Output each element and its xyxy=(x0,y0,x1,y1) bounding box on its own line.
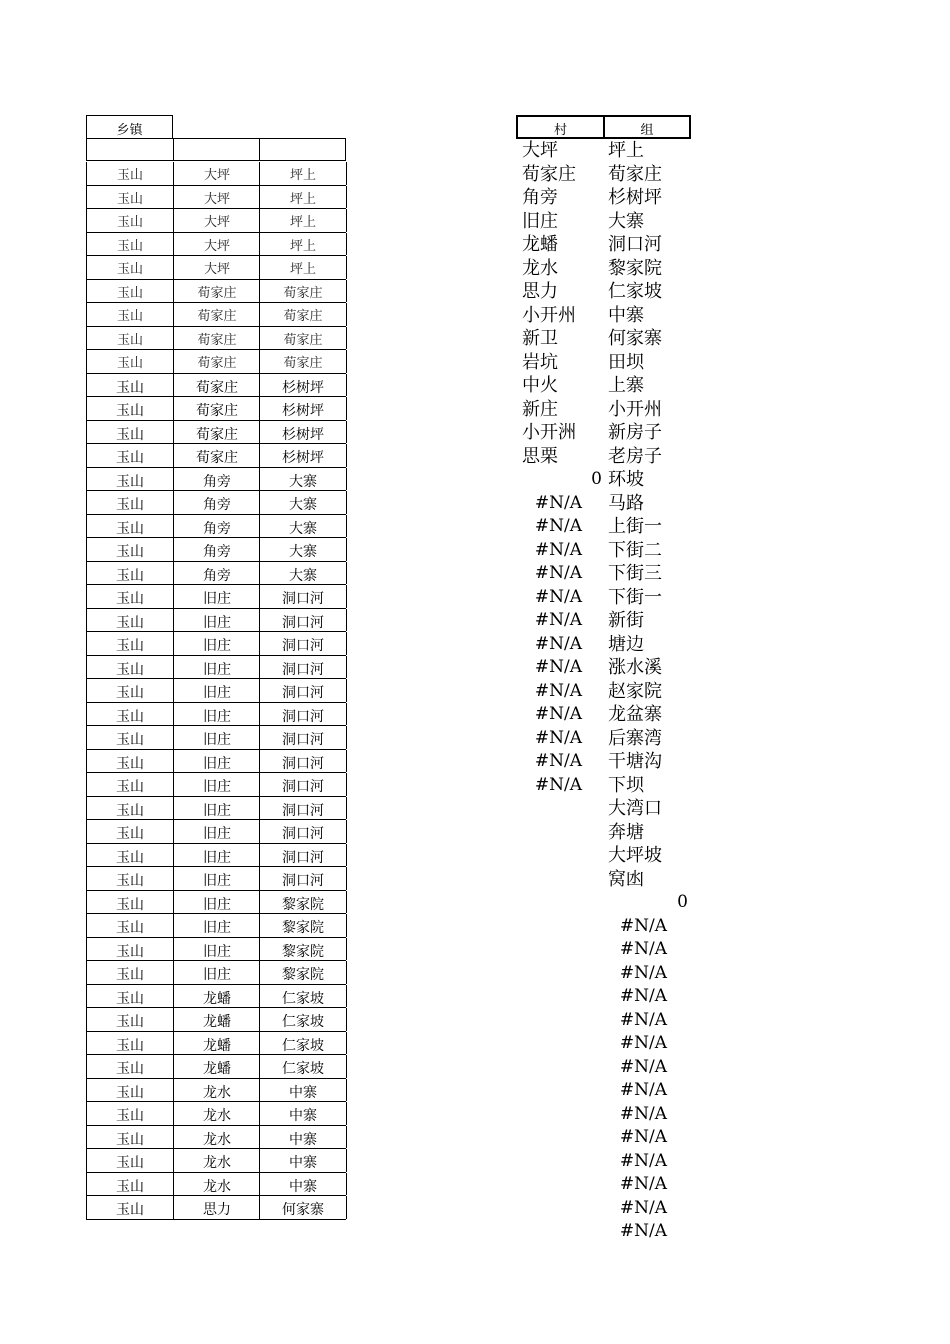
table-row xyxy=(86,985,346,1009)
group-value: 新街 xyxy=(608,610,644,631)
table-row xyxy=(86,538,346,562)
township-cell: 玉山 xyxy=(86,585,173,608)
group-value: 上寨 xyxy=(608,375,644,396)
table-row xyxy=(86,1102,346,1126)
table-row xyxy=(86,1196,346,1220)
group-cell: 杉树坪 xyxy=(259,374,347,397)
group-cell: 洞口河 xyxy=(259,585,347,608)
group-value: 大湾口 xyxy=(608,798,662,819)
township-cell: 玉山 xyxy=(86,609,173,632)
group-cell: 洞口河 xyxy=(259,844,347,867)
village-value: 0 xyxy=(591,469,602,489)
group-header: 组 xyxy=(603,115,691,139)
village-value: 小开洲 xyxy=(522,422,576,443)
village-value: 角旁 xyxy=(522,187,558,208)
township-cell: 玉山 xyxy=(86,961,173,984)
group-cell: 中寨 xyxy=(259,1173,347,1196)
village-value: 大坪 xyxy=(522,140,558,161)
township-cell: 玉山 xyxy=(86,1055,173,1078)
group-value: 下街一 xyxy=(608,586,662,608)
village-cell: 大坪 xyxy=(173,209,260,232)
group-value: 新房子 xyxy=(608,422,662,443)
group-value: 中寨 xyxy=(608,304,644,326)
village-cell: 龙蟠 xyxy=(173,985,260,1008)
group-cell: 荀家庄 xyxy=(259,350,347,373)
village-value: 龙水 xyxy=(522,257,558,279)
group-cell: 中寨 xyxy=(259,1102,347,1125)
village-value: #N/A xyxy=(534,657,582,677)
group-cell: 大寨 xyxy=(259,562,347,585)
table-row xyxy=(86,632,346,656)
village-cell: 思力 xyxy=(173,1196,260,1219)
village-value: #N/A xyxy=(534,516,582,536)
group-cell: 洞口河 xyxy=(259,679,347,702)
township-cell: 玉山 xyxy=(86,1126,173,1149)
table-row xyxy=(86,1173,346,1197)
village-value: 龙蟠 xyxy=(522,234,558,255)
township-cell: 玉山 xyxy=(86,350,173,373)
township-cell: 玉山 xyxy=(86,303,173,326)
village-cell: 角旁 xyxy=(173,562,260,585)
group-value: #N/A xyxy=(619,962,667,983)
group-cell: 黎家院 xyxy=(259,914,347,937)
township-cell: 玉山 xyxy=(86,562,173,585)
group-value: 奔塘 xyxy=(608,821,644,843)
group-cell: 黎家院 xyxy=(259,891,347,914)
village-cell: 荀家庄 xyxy=(173,374,260,397)
village-value: 小开州 xyxy=(522,304,576,326)
group-cell: 洞口河 xyxy=(259,726,347,749)
header-blank-cell xyxy=(173,138,259,161)
village-value: 思力 xyxy=(522,281,558,302)
table-row xyxy=(86,1149,346,1173)
township-cell: 玉山 xyxy=(86,867,173,890)
group-value: #N/A xyxy=(619,1174,667,1194)
table-row xyxy=(86,961,346,985)
table-row xyxy=(86,797,346,821)
township-cell: 玉山 xyxy=(86,1079,173,1102)
township-cell: 玉山 xyxy=(86,656,173,679)
table-row xyxy=(86,585,346,609)
group-cell: 杉树坪 xyxy=(259,397,347,420)
group-value: 涨水溪 xyxy=(608,657,662,678)
township-cell: 玉山 xyxy=(86,703,173,726)
village-value: 旧庄 xyxy=(522,210,558,232)
group-cell: 大寨 xyxy=(259,468,347,491)
township-cell: 玉山 xyxy=(86,750,173,773)
township-cell: 玉山 xyxy=(86,1149,173,1172)
township-cell: 玉山 xyxy=(86,209,173,232)
village-cell: 旧庄 xyxy=(173,820,260,843)
village-value: 中火 xyxy=(522,375,558,396)
village-value: #N/A xyxy=(534,610,582,630)
table-row xyxy=(86,327,346,351)
village-cell: 角旁 xyxy=(173,491,260,514)
table-row xyxy=(86,374,346,398)
table-row xyxy=(86,844,346,868)
table-row xyxy=(86,209,346,233)
village-cell: 龙蟠 xyxy=(173,1008,260,1031)
group-cell: 洞口河 xyxy=(259,632,347,655)
village-cell: 旧庄 xyxy=(173,961,260,984)
table-row xyxy=(86,1079,346,1103)
group-value: 老房子 xyxy=(608,445,662,467)
group-cell: 仁家坡 xyxy=(259,1032,347,1055)
village-cell: 龙水 xyxy=(173,1126,260,1149)
group-cell: 中寨 xyxy=(259,1079,347,1102)
group-cell: 大寨 xyxy=(259,515,347,538)
village-value: 荀家庄 xyxy=(522,163,576,185)
village-cell: 旧庄 xyxy=(173,632,260,655)
village-cell: 旧庄 xyxy=(173,609,260,632)
township-cell: 玉山 xyxy=(86,891,173,914)
table-row xyxy=(86,1008,346,1032)
group-value: 何家寨 xyxy=(608,328,662,349)
group-value: #N/A xyxy=(619,1127,667,1147)
group-value: #N/A xyxy=(619,1197,667,1218)
village-cell: 旧庄 xyxy=(173,585,260,608)
village-cell: 旧庄 xyxy=(173,844,260,867)
group-value: 干塘沟 xyxy=(608,751,662,772)
village-cell: 荀家庄 xyxy=(173,397,260,420)
group-cell: 仁家坡 xyxy=(259,1008,347,1031)
township-cell: 玉山 xyxy=(86,844,173,867)
village-header: 村 xyxy=(516,115,605,139)
group-value: 洞口河 xyxy=(608,234,662,255)
table-row xyxy=(86,491,346,515)
village-value: #N/A xyxy=(534,751,582,771)
group-cell: 坪上 xyxy=(259,162,347,185)
village-value: #N/A xyxy=(534,539,582,560)
group-value: 田坝 xyxy=(608,351,644,373)
township-cell: 玉山 xyxy=(86,820,173,843)
group-value: #N/A xyxy=(619,986,667,1006)
village-cell: 荀家庄 xyxy=(173,303,260,326)
township-cell: 玉山 xyxy=(86,162,173,185)
table-row xyxy=(86,397,346,421)
table-row xyxy=(86,820,346,844)
group-value: 杉树坪 xyxy=(608,187,662,208)
group-value: 小开州 xyxy=(608,398,662,420)
village-value: #N/A xyxy=(534,727,582,748)
village-cell: 旧庄 xyxy=(173,773,260,796)
village-cell: 龙蟠 xyxy=(173,1032,260,1055)
group-value: #N/A xyxy=(619,939,667,959)
township-cell: 玉山 xyxy=(86,773,173,796)
township-cell: 玉山 xyxy=(86,421,173,444)
table-row xyxy=(86,1055,346,1079)
group-value: 下街三 xyxy=(608,563,662,584)
group-value: 后寨湾 xyxy=(608,727,662,749)
group-value: 龙盆寨 xyxy=(608,704,662,725)
header-blank-cell xyxy=(259,138,346,161)
village-value: #N/A xyxy=(534,633,582,654)
township-cell: 玉山 xyxy=(86,632,173,655)
table-row xyxy=(86,562,346,586)
township-cell: 玉山 xyxy=(86,1173,173,1196)
group-cell: 仁家坡 xyxy=(259,985,347,1008)
table-row xyxy=(86,468,346,492)
village-value: #N/A xyxy=(534,586,582,607)
group-value: 荀家庄 xyxy=(608,163,662,185)
township-cell: 玉山 xyxy=(86,1196,173,1219)
village-cell: 旧庄 xyxy=(173,867,260,890)
village-cell: 旧庄 xyxy=(173,797,260,820)
group-cell: 大寨 xyxy=(259,538,347,561)
group-value: #N/A xyxy=(619,1103,667,1124)
table-row xyxy=(86,421,346,445)
table-row xyxy=(86,280,346,304)
township-cell: 玉山 xyxy=(86,444,173,467)
group-cell: 中寨 xyxy=(259,1149,347,1172)
village-cell: 大坪 xyxy=(173,186,260,209)
header-blank-cell xyxy=(86,138,173,161)
group-value: #N/A xyxy=(619,1221,667,1241)
group-value: 大寨 xyxy=(608,210,644,232)
group-value: 环坡 xyxy=(608,469,644,490)
table-row xyxy=(86,233,346,257)
table-row xyxy=(86,938,346,962)
group-cell: 黎家院 xyxy=(259,938,347,961)
group-cell: 洞口河 xyxy=(259,750,347,773)
village-cell: 旧庄 xyxy=(173,656,260,679)
village-cell: 旧庄 xyxy=(173,938,260,961)
township-cell: 玉山 xyxy=(86,256,173,279)
group-value: 下坝 xyxy=(608,774,644,796)
village-cell: 旧庄 xyxy=(173,914,260,937)
township-cell: 玉山 xyxy=(86,280,173,303)
village-value: #N/A xyxy=(534,563,582,583)
village-cell: 荀家庄 xyxy=(173,327,260,350)
table-row xyxy=(86,609,346,633)
township-cell: 玉山 xyxy=(86,1102,173,1125)
table-row xyxy=(86,162,346,186)
group-value: #N/A xyxy=(619,1056,667,1077)
table-row xyxy=(86,891,346,915)
village-value: #N/A xyxy=(534,492,582,513)
group-cell: 荀家庄 xyxy=(259,280,347,303)
village-cell: 角旁 xyxy=(173,515,260,538)
village-cell: 荀家庄 xyxy=(173,350,260,373)
township-cell: 玉山 xyxy=(86,186,173,209)
village-value: #N/A xyxy=(534,774,582,795)
township-cell: 玉山 xyxy=(86,233,173,256)
group-cell: 洞口河 xyxy=(259,609,347,632)
table-row xyxy=(86,703,346,727)
group-value: 赵家院 xyxy=(608,680,662,702)
village-cell: 荀家庄 xyxy=(173,280,260,303)
township-cell: 玉山 xyxy=(86,726,173,749)
village-value: #N/A xyxy=(534,704,582,724)
village-value: #N/A xyxy=(534,680,582,701)
group-cell: 坪上 xyxy=(259,209,347,232)
table-row xyxy=(86,656,346,680)
township-cell: 玉山 xyxy=(86,515,173,538)
table-row xyxy=(86,1032,346,1056)
table-row xyxy=(86,515,346,539)
table-row xyxy=(86,679,346,703)
table-row xyxy=(86,773,346,797)
group-cell: 坪上 xyxy=(259,186,347,209)
township-cell: 玉山 xyxy=(86,914,173,937)
village-cell: 龙水 xyxy=(173,1102,260,1125)
group-cell: 坪上 xyxy=(259,233,347,256)
table-row xyxy=(86,256,346,280)
township-header: 乡镇 xyxy=(86,115,173,138)
group-value: 上街一 xyxy=(608,516,662,537)
township-cell: 玉山 xyxy=(86,397,173,420)
group-value: 0 xyxy=(677,892,688,912)
group-value: 下街二 xyxy=(608,539,662,561)
table-row xyxy=(86,914,346,938)
village-cell: 旧庄 xyxy=(173,891,260,914)
table-row xyxy=(86,186,346,210)
table-row xyxy=(86,350,346,374)
group-cell: 荀家庄 xyxy=(259,303,347,326)
table-row xyxy=(86,1126,346,1150)
township-cell: 玉山 xyxy=(86,327,173,350)
table-row xyxy=(86,867,346,891)
group-value: #N/A xyxy=(619,1009,667,1030)
township-cell: 玉山 xyxy=(86,1032,173,1055)
group-value: 坪上 xyxy=(608,140,644,161)
group-value: #N/A xyxy=(619,915,667,936)
village-cell: 大坪 xyxy=(173,162,260,185)
village-cell: 荀家庄 xyxy=(173,421,260,444)
township-cell: 玉山 xyxy=(86,468,173,491)
group-cell: 荀家庄 xyxy=(259,327,347,350)
township-cell: 玉山 xyxy=(86,491,173,514)
village-cell: 龙蟠 xyxy=(173,1055,260,1078)
group-cell: 何家寨 xyxy=(259,1196,347,1219)
township-cell: 玉山 xyxy=(86,679,173,702)
group-cell: 黎家院 xyxy=(259,961,347,984)
village-cell: 大坪 xyxy=(173,233,260,256)
group-value: #N/A xyxy=(619,1033,667,1053)
group-cell: 洞口河 xyxy=(259,773,347,796)
village-cell: 旧庄 xyxy=(173,726,260,749)
group-cell: 大寨 xyxy=(259,491,347,514)
village-value: 岩坑 xyxy=(522,351,558,373)
group-value: #N/A xyxy=(619,1080,667,1100)
group-value: 马路 xyxy=(608,492,644,514)
village-cell: 龙水 xyxy=(173,1079,260,1102)
township-cell: 玉山 xyxy=(86,938,173,961)
group-cell: 仁家坡 xyxy=(259,1055,347,1078)
group-cell: 杉树坪 xyxy=(259,421,347,444)
village-cell: 龙水 xyxy=(173,1149,260,1172)
group-value: 窝凼 xyxy=(608,868,644,890)
village-cell: 旧庄 xyxy=(173,750,260,773)
group-value: #N/A xyxy=(619,1150,667,1171)
table-row xyxy=(86,726,346,750)
village-value: 新庄 xyxy=(522,398,558,420)
group-cell: 杉树坪 xyxy=(259,444,347,467)
township-cell: 玉山 xyxy=(86,374,173,397)
group-cell: 洞口河 xyxy=(259,820,347,843)
village-cell: 荀家庄 xyxy=(173,444,260,467)
village-cell: 旧庄 xyxy=(173,703,260,726)
group-value: 黎家院 xyxy=(608,257,662,279)
village-value: 新卫 xyxy=(522,328,558,349)
group-cell: 洞口河 xyxy=(259,797,347,820)
group-cell: 洞口河 xyxy=(259,656,347,679)
village-value: 思栗 xyxy=(522,445,558,467)
table-row xyxy=(86,303,346,327)
village-cell: 角旁 xyxy=(173,468,260,491)
township-cell: 玉山 xyxy=(86,797,173,820)
table-row xyxy=(86,444,346,468)
township-cell: 玉山 xyxy=(86,1008,173,1031)
group-value: 仁家坡 xyxy=(608,281,662,302)
village-cell: 角旁 xyxy=(173,538,260,561)
group-cell: 洞口河 xyxy=(259,703,347,726)
group-value: 大坪坡 xyxy=(608,845,662,866)
village-cell: 龙水 xyxy=(173,1173,260,1196)
group-value: 塘边 xyxy=(608,633,644,655)
table-row xyxy=(86,750,346,774)
group-cell: 洞口河 xyxy=(259,867,347,890)
township-cell: 玉山 xyxy=(86,538,173,561)
village-cell: 旧庄 xyxy=(173,679,260,702)
group-cell: 中寨 xyxy=(259,1126,347,1149)
township-cell: 玉山 xyxy=(86,985,173,1008)
group-cell: 坪上 xyxy=(259,256,347,279)
village-cell: 大坪 xyxy=(173,256,260,279)
